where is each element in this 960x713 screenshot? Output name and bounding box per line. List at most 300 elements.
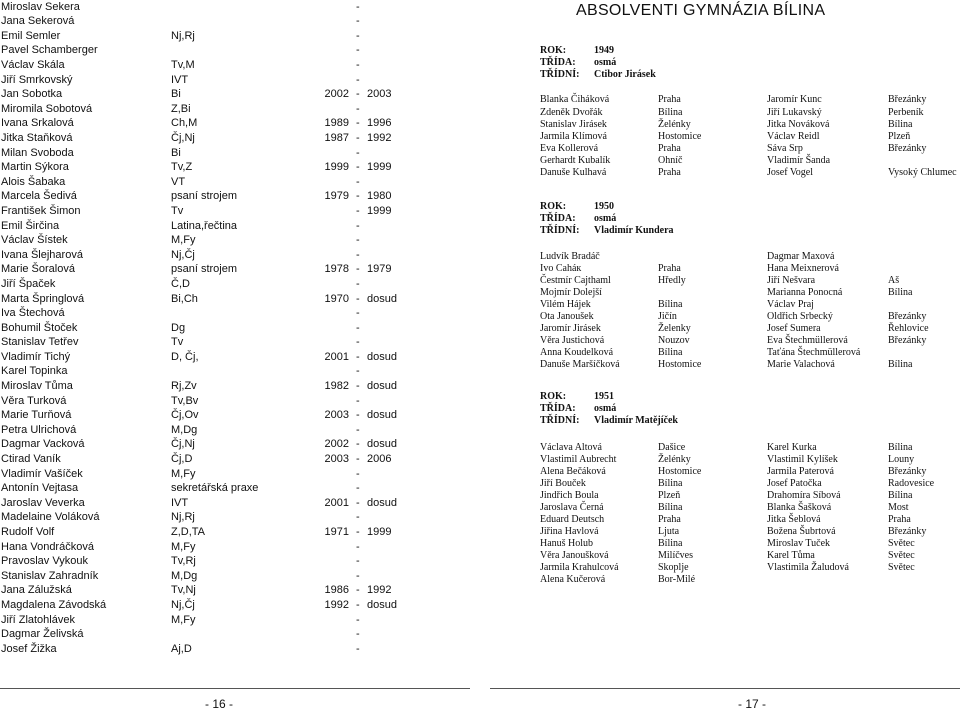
tenure-dash: - — [356, 44, 360, 56]
teacher-subjects: Čj,D — [171, 453, 193, 465]
graduate-row — [480, 335, 960, 347]
graduate-town: Světec — [888, 550, 915, 561]
teacher-row — [0, 43, 480, 57]
tenure-from: 2001 — [324, 497, 349, 509]
graduate-name: Jaromír Jirásek — [540, 323, 601, 334]
graduate-row — [480, 299, 960, 311]
graduate-name: Eva Kollerová — [540, 143, 599, 154]
teacher-row — [0, 131, 480, 145]
graduate-town: Hostomice — [658, 466, 702, 477]
teacher-name: Marie Šoralová — [1, 263, 75, 275]
teacher-row — [0, 146, 480, 160]
tenure-from: 1999 — [324, 161, 349, 173]
graduate-name: Jiří Lukavský — [767, 107, 822, 118]
tenure-dash: - — [356, 322, 360, 334]
teacher-row — [0, 116, 480, 130]
graduate-name: Sáva Srp — [767, 143, 803, 154]
section-header-value: osmá — [594, 57, 617, 68]
tenure-to: dosud — [367, 599, 397, 611]
teacher-name: Marta Špringlová — [1, 293, 85, 305]
graduate-town: Praha — [658, 167, 681, 178]
tenure-to: dosud — [367, 438, 397, 450]
graduate-name: Vlastimila Žaludová — [767, 562, 849, 573]
graduate-name: Čestmír Cajthaml — [540, 275, 611, 286]
teacher-subjects: Tv — [171, 336, 184, 348]
graduate-row — [480, 359, 960, 371]
teacher-row — [0, 29, 480, 43]
teacher-row — [0, 277, 480, 291]
graduate-town: Březánky — [888, 143, 927, 154]
teacher-subjects: Nj,Rj — [171, 511, 195, 523]
right-page-number: - 17 - — [738, 697, 767, 711]
graduate-town: Dašice — [658, 442, 686, 453]
tenure-dash: - — [356, 614, 360, 626]
graduate-name: Jarmila Klímová — [540, 131, 607, 142]
graduate-town: Světec — [888, 538, 915, 549]
tenure-dash: - — [356, 511, 360, 523]
section-header-value: 1950 — [594, 201, 614, 212]
graduate-town: Bor-Milé — [658, 574, 696, 585]
tenure-to: dosud — [367, 497, 397, 509]
graduate-town: Praha — [888, 514, 911, 525]
graduate-town: Plzeň — [658, 490, 681, 501]
section-year-line — [540, 391, 614, 403]
section-header-label: ROK: — [540, 201, 567, 212]
graduate-name: Jarmila Paterová — [767, 466, 834, 477]
teacher-name: Pavel Schamberger — [1, 44, 98, 56]
section-header-label: ROK: — [540, 391, 567, 402]
left-page-rule — [0, 688, 470, 689]
teacher-row — [0, 262, 480, 276]
graduate-name: Marie Valachová — [767, 359, 835, 370]
graduate-town: Bílina — [888, 119, 913, 130]
graduate-name: Danuše Maršíčková — [540, 359, 620, 370]
teacher-name: Jana Zálužská — [1, 584, 72, 596]
teacher-row — [0, 510, 480, 524]
teacher-name: Jiří Zlatohlávek — [1, 614, 75, 626]
teacher-name: Madelaine Voláková — [1, 511, 100, 523]
tenure-dash: - — [356, 409, 360, 421]
tenure-dash: - — [356, 205, 360, 217]
teacher-row — [0, 627, 480, 641]
graduate-town: Březánky — [888, 335, 927, 346]
tenure-dash: - — [356, 117, 360, 129]
graduate-row — [480, 347, 960, 359]
graduate-town: Aš — [888, 275, 900, 286]
teacher-name: Antonín Vejtasa — [1, 482, 79, 494]
graduate-name: Blanka Čiháková — [540, 94, 610, 105]
tenure-dash: - — [356, 351, 360, 363]
teacher-row — [0, 14, 480, 28]
tenure-dash: - — [356, 336, 360, 348]
teacher-subjects: Bi — [171, 88, 181, 100]
graduate-town: Praha — [658, 514, 681, 525]
teacher-name: Ctirad Vaník — [1, 453, 61, 465]
tenure-dash: - — [356, 438, 360, 450]
tenure-dash: - — [356, 628, 360, 640]
teacher-subjects: Ch,M — [171, 117, 198, 129]
graduate-row — [480, 131, 960, 143]
teacher-row — [0, 613, 480, 627]
graduate-name: Josef Vogel — [767, 167, 814, 178]
graduate-row — [480, 466, 960, 478]
teacher-subjects: M,Dg — [171, 424, 198, 436]
teacher-row — [0, 467, 480, 481]
tenure-to: 1996 — [367, 117, 392, 129]
teacher-row — [0, 379, 480, 393]
teacher-row — [0, 306, 480, 320]
graduate-name: Vlastimil Kylíšek — [767, 454, 838, 465]
tenure-dash: - — [356, 1, 360, 13]
teacher-name: Miroslav Sekera — [1, 1, 80, 13]
section-header-label: TŘÍDA: — [540, 213, 576, 224]
graduate-name: Drahomíra Síbová — [767, 490, 841, 501]
teacher-subjects: Bi — [171, 147, 181, 159]
tenure-dash: - — [356, 161, 360, 173]
teacher-name: Jiří Smrkovský — [1, 74, 73, 86]
tenure-dash: - — [356, 541, 360, 553]
tenure-to: 1999 — [367, 526, 392, 538]
teacher-subjects: Tv,Z — [171, 161, 193, 173]
graduate-name: Jindřich Boula — [540, 490, 599, 501]
tenure-from: 1987 — [324, 132, 349, 144]
teacher-row — [0, 525, 480, 539]
tenure-from: 1982 — [324, 380, 349, 392]
teacher-name: Rudolf Volf — [1, 526, 55, 538]
graduate-name: Oldřich Srbecký — [767, 311, 833, 322]
section-class-line — [540, 403, 616, 415]
teacher-subjects: Tv,Rj — [171, 555, 196, 567]
graduate-name: Alena Bečáková — [540, 466, 606, 477]
teacher-subjects: Latina,řečtina — [171, 220, 238, 232]
tenure-to: 1992 — [367, 132, 392, 144]
tenure-dash: - — [356, 263, 360, 275]
tenure-dash: - — [356, 526, 360, 538]
graduate-name: Václava Altová — [540, 442, 602, 453]
teacher-subjects: VT — [171, 176, 186, 188]
section-header-label: TŘÍDA: — [540, 57, 576, 68]
teacher-subjects: Čj,Nj — [171, 438, 195, 450]
teacher-name: Jan Sobotka — [1, 88, 63, 100]
graduate-name: Marianna Ponocná — [767, 287, 843, 298]
teacher-row — [0, 292, 480, 306]
graduate-town: Bílina — [888, 490, 913, 501]
graduate-name: Ludvík Bradáč — [540, 251, 600, 262]
graduate-name: Vlastimil Aubrecht — [540, 454, 617, 465]
graduate-row — [480, 562, 960, 574]
teacher-row — [0, 452, 480, 466]
teacher-subjects: Nj,Rj — [171, 30, 195, 42]
teacher-subjects: Z,D,TA — [171, 526, 206, 538]
graduate-town: Želenky — [658, 323, 691, 334]
left-page-number: - 16 - — [205, 697, 234, 711]
teacher-subjects: Tv,Bv — [171, 395, 199, 407]
graduate-town: Bílina — [888, 442, 913, 453]
graduate-town: Bílina — [658, 299, 683, 310]
graduate-town: Plzeň — [888, 131, 911, 142]
graduate-row — [480, 454, 960, 466]
graduate-row — [480, 574, 960, 586]
teacher-name: Petra Ulrichová — [1, 424, 77, 436]
tenure-to: 1999 — [367, 161, 392, 173]
teacher-subjects: Čj,Ov — [171, 409, 199, 421]
graduate-town: Bílina — [658, 538, 683, 549]
graduate-town: Jičín — [658, 311, 677, 322]
section-header-value: 1949 — [594, 45, 614, 56]
graduate-name: Karel Tůma — [767, 550, 815, 561]
graduate-town: Ljuta — [658, 526, 680, 537]
graduate-town: Želénky — [658, 454, 691, 465]
right-page — [480, 0, 960, 713]
graduate-row — [480, 251, 960, 263]
tenure-dash: - — [356, 584, 360, 596]
teacher-row — [0, 335, 480, 349]
teacher-row — [0, 481, 480, 495]
graduate-row — [480, 143, 960, 155]
section-header-value: 1951 — [594, 391, 614, 402]
tenure-dash: - — [356, 453, 360, 465]
teacher-row — [0, 598, 480, 612]
graduate-town: Bílina — [658, 502, 683, 513]
graduate-name: Božena Šubrtová — [767, 526, 836, 537]
teacher-subjects: M,Fy — [171, 541, 196, 553]
teacher-name: Jaroslav Veverka — [1, 497, 85, 509]
teacher-name: Emil Semler — [1, 30, 61, 42]
graduate-name: Gerhardt Kubalík — [540, 155, 611, 166]
graduate-town: Skoplje — [658, 562, 689, 573]
teacher-name: Stanislav Tetřev — [1, 336, 79, 348]
tenure-dash: - — [356, 220, 360, 232]
graduate-town: Bílina — [658, 478, 683, 489]
teacher-row — [0, 175, 480, 189]
teacher-row — [0, 102, 480, 116]
graduate-name: Věra Janoušková — [540, 550, 609, 561]
graduate-town: Vysoký Chlumec — [888, 167, 957, 178]
graduate-row — [480, 107, 960, 119]
tenure-to: dosud — [367, 293, 397, 305]
tenure-dash: - — [356, 497, 360, 509]
teacher-row — [0, 408, 480, 422]
tenure-from: 1989 — [324, 117, 349, 129]
graduate-town: Světec — [888, 562, 915, 573]
teacher-name: Iva Štechová — [1, 307, 65, 319]
graduate-row — [480, 275, 960, 287]
teacher-name: Pravoslav Vykouk — [1, 555, 89, 567]
tenure-from: 1992 — [324, 599, 349, 611]
teacher-name: Věra Turková — [1, 395, 67, 407]
section-header-value: osmá — [594, 403, 617, 414]
teacher-subjects: M,Fy — [171, 468, 196, 480]
tenure-to: 1979 — [367, 263, 392, 275]
teacher-name: Bohumil Štoček — [1, 322, 78, 334]
graduate-row — [480, 119, 960, 131]
section-header-value: Vladimír Kundera — [594, 225, 674, 236]
tenure-to: dosud — [367, 409, 397, 421]
teacher-row — [0, 423, 480, 437]
teacher-row — [0, 219, 480, 233]
teacher-subjects: Rj,Zv — [171, 380, 197, 392]
teacher-row — [0, 394, 480, 408]
teacher-row — [0, 233, 480, 247]
tenure-dash: - — [356, 234, 360, 246]
graduate-name: Taťána Štechmüllerová — [767, 347, 861, 358]
teacher-subjects: IVT — [171, 497, 189, 509]
tenure-dash: - — [356, 176, 360, 188]
graduate-row — [480, 442, 960, 454]
teacher-row — [0, 350, 480, 364]
graduate-town: Bílina — [888, 287, 913, 298]
graduate-row — [480, 263, 960, 275]
teacher-subjects: Aj,D — [171, 643, 192, 655]
teacher-row — [0, 496, 480, 510]
section-header-label: TŘÍDNÍ: — [540, 225, 580, 236]
graduate-name: Václav Praj — [767, 299, 814, 310]
teacher-name: Jana Sekerová — [1, 15, 75, 27]
teacher-name: Miroslav Tůma — [1, 380, 73, 392]
graduate-name: Věra Justichová — [540, 335, 605, 346]
graduate-town: Ohníč — [658, 155, 683, 166]
graduate-town: Radovesice — [888, 478, 935, 489]
graduate-row — [480, 526, 960, 538]
teacher-name: Marcela Šedivá — [1, 190, 77, 202]
teacher-subjects: Dg — [171, 322, 186, 334]
tenure-dash: - — [356, 424, 360, 436]
teacher-subjects: Tv,Nj — [171, 584, 196, 596]
section-class-line — [540, 213, 616, 225]
tenure-from: 2002 — [324, 88, 349, 100]
graduate-row — [480, 514, 960, 526]
graduate-town: Želénky — [658, 119, 691, 130]
teacher-subjects: D, Čj, — [171, 351, 199, 363]
teacher-name: Martin Sýkora — [1, 161, 69, 173]
graduate-row — [480, 538, 960, 550]
teacher-subjects: Nj,Čj — [171, 249, 195, 261]
tenure-dash: - — [356, 103, 360, 115]
tenure-from: 2002 — [324, 438, 349, 450]
graduate-name: Hana Meixnerová — [767, 263, 839, 274]
teacher-subjects: Čj,Nj — [171, 132, 195, 144]
tenure-dash: - — [356, 249, 360, 261]
tenure-to: 2006 — [367, 453, 392, 465]
graduate-town: Březánky — [888, 526, 927, 537]
tenure-dash: - — [356, 30, 360, 42]
graduate-town: Hředly — [658, 275, 686, 286]
graduate-town: Louny — [888, 454, 915, 465]
graduate-name: Ota Janoušek — [540, 311, 594, 322]
teacher-subjects: IVT — [171, 74, 189, 86]
teacher-name: Jiří Špaček — [1, 278, 56, 290]
teacher-subjects: M,Fy — [171, 234, 196, 246]
tenure-dash: - — [356, 482, 360, 494]
graduate-name: Jarmila Krahulcová — [540, 562, 619, 573]
graduate-town: Březánky — [888, 466, 927, 477]
teacher-row — [0, 160, 480, 174]
graduate-name: Jaromír Kunc — [767, 94, 822, 105]
graduate-name: Jiřina Havlová — [540, 526, 599, 537]
tenure-dash: - — [356, 380, 360, 392]
graduate-name: Karel Kurka — [767, 442, 817, 453]
section-teacher-line — [540, 69, 656, 81]
tenure-dash: - — [356, 599, 360, 611]
teacher-name: Ivana Šlejharová — [1, 249, 83, 261]
graduate-name: Miroslav Tuček — [767, 538, 831, 549]
tenure-dash: - — [356, 468, 360, 480]
tenure-dash: - — [356, 59, 360, 71]
graduate-name: Vilém Hájek — [540, 299, 591, 310]
teacher-subjects: Nj,Čj — [171, 599, 195, 611]
graduate-row — [480, 94, 960, 106]
tenure-from: 1986 — [324, 584, 349, 596]
graduate-town: Březánky — [888, 311, 927, 322]
teacher-name: Ivana Srkalová — [1, 117, 74, 129]
graduate-name: Jitka Šeblová — [767, 514, 821, 525]
section-header-label: TŘÍDNÍ: — [540, 415, 580, 426]
teacher-row — [0, 189, 480, 203]
teacher-row — [0, 554, 480, 568]
graduate-name: Vladimír Šanda — [767, 155, 831, 166]
tenure-to: dosud — [367, 380, 397, 392]
section-header-label: TŘÍDNÍ: — [540, 69, 580, 80]
teacher-row — [0, 583, 480, 597]
teacher-name: Stanislav Zahradník — [1, 570, 99, 582]
teacher-row — [0, 540, 480, 554]
graduate-name: Josef Patočka — [767, 478, 822, 489]
tenure-dash: - — [356, 365, 360, 377]
graduate-name: Stanislav Jirásek — [540, 119, 607, 130]
graduate-row — [480, 167, 960, 179]
teacher-subjects: psaní strojem — [171, 190, 238, 202]
graduate-name: Jitka Nováková — [767, 119, 830, 130]
graduate-name: Josef Sumera — [767, 323, 821, 334]
graduate-name: Ivo Caháк — [540, 263, 582, 274]
graduate-town: Most — [888, 502, 909, 513]
graduate-name: Eduard Deutsch — [540, 514, 605, 525]
section-teacher-line — [540, 415, 678, 427]
section-class-line — [540, 57, 616, 69]
teacher-subjects: sekretářská praxe — [171, 482, 259, 494]
graduate-name: Jiří Bouček — [540, 478, 586, 489]
tenure-to: dosud — [367, 351, 397, 363]
graduate-row — [480, 311, 960, 323]
graduate-town: Bílina — [658, 347, 683, 358]
graduate-town: Nouzov — [658, 335, 690, 346]
graduate-town: Milíčves — [658, 550, 693, 561]
tenure-dash: - — [356, 395, 360, 407]
teacher-subjects: M,Dg — [171, 570, 198, 582]
tenure-dash: - — [356, 15, 360, 27]
teacher-row — [0, 73, 480, 87]
graduate-town: Praha — [658, 94, 681, 105]
graduate-row — [480, 478, 960, 490]
graduate-town: Perbeník — [888, 107, 924, 118]
teacher-name: Marie Turňová — [1, 409, 72, 421]
teacher-name: Magdalena Závodská — [1, 599, 107, 611]
graduate-town: Hostomice — [658, 131, 702, 142]
tenure-to: 2003 — [367, 88, 392, 100]
tenure-dash: - — [356, 190, 360, 202]
teacher-name: Jitka Staňková — [1, 132, 73, 144]
graduate-town: Hostomice — [658, 359, 702, 370]
tenure-dash: - — [356, 278, 360, 290]
teacher-row — [0, 204, 480, 218]
teacher-subjects: Tv — [171, 205, 184, 217]
teacher-name: Dagmar Vacková — [1, 438, 85, 450]
tenure-dash: - — [356, 74, 360, 86]
tenure-dash: - — [356, 555, 360, 567]
graduate-row — [480, 323, 960, 335]
tenure-to: 1980 — [367, 190, 392, 202]
teacher-name: Alois Šabaka — [1, 176, 66, 188]
